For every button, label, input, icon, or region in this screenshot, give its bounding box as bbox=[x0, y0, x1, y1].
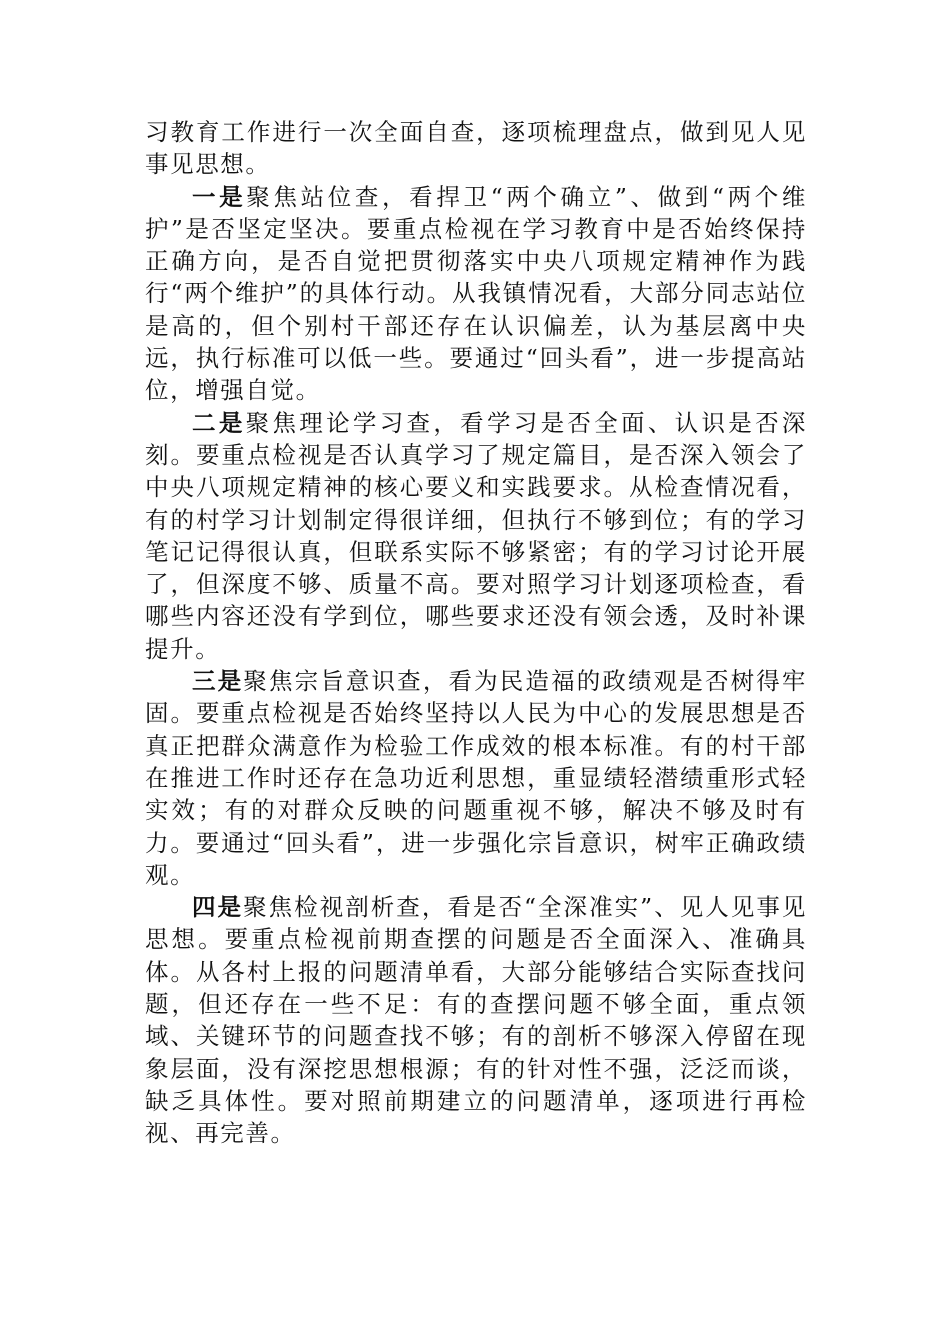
document-body bbox=[145, 116, 807, 1150]
paragraph-text: 聚焦理论学习查，看学习是否全面、认识是否深刻。要重点检视是否认真学习了规定篇目，是否深入领会了中央八项规定精神的核心要义和实践要求。从检查情况看，有的村学习计划制定得很详细，但执行不够到位；有的学习笔记记得很认真，但联系实际不够紧密；有的学习讨论开展了，但深度不够、质量不高。要对照学习计划逐项检查，看哪些内容还没有学到位，哪些要求还没有领会透，及时补课提升。 bbox=[145, 408, 808, 663]
paragraph-lead: 三是 bbox=[192, 667, 244, 696]
paragraph-lead: 一是 bbox=[192, 182, 247, 211]
paragraph-text: 习教育工作进行一次全面自查，逐项梳理盘点，做到见人见事见思想。 bbox=[145, 118, 807, 179]
paragraph-point-3 bbox=[145, 665, 807, 891]
paragraph-lead: 四是 bbox=[192, 893, 244, 922]
paragraph-text: 聚焦站位查，看捍卫“两个确立”、做到“两个维护”是否坚定坚决。要重点检视在学习教育中是否始终保持正确方向，是否自觉把贯彻落实中央八项规定精神作为践行“两个维护”的具体行动。从我镇情况看，大部分同志站位是高的，但个别村干部还存在认识偏差，认为基层离中央远，执行标准可以低一些。要通过“回头看”，进一步提高站位，增强自觉。 bbox=[145, 182, 807, 405]
paragraph-lead: 二是 bbox=[192, 408, 246, 437]
paragraph-intro bbox=[145, 116, 807, 181]
paragraph-text: 聚焦检视剖析查，看是否“全深准实”、见人见事见思想。要重点检视前期查摆的问题是否全面深入、准确具体。从各村上报的问题清单看，大部分能够结合实际查找问题，但还存在一些不足：有的查摆问题不够全面，重点领域、关键环节的问题查找不够；有的剖析不够深入停留在现象层面，没有深挖思想根源；有的针对性不强，泛泛而谈，缺乏具体性。要对照前期建立的问题清单，逐项进行再检视、再完善。 bbox=[145, 893, 808, 1148]
paragraph-text: 聚焦宗旨意识查，看为民造福的政绩观是否树得牢固。要重点检视是否始终坚持以人民为中心的发展思想是否真正把群众满意作为检验工作成效的根本标准。有的村干部在推进工作时还存在急功近利思想，重显绩轻潜绩重形式轻实效；有的对群众反映的问题重视不够，解决不够及时有力。要通过“回头看”，进一步强化宗旨意识，树牢正确政绩观。 bbox=[145, 667, 807, 889]
paragraph-point-4 bbox=[145, 891, 807, 1149]
paragraph-point-2 bbox=[145, 407, 807, 665]
paragraph-point-1 bbox=[145, 181, 807, 407]
